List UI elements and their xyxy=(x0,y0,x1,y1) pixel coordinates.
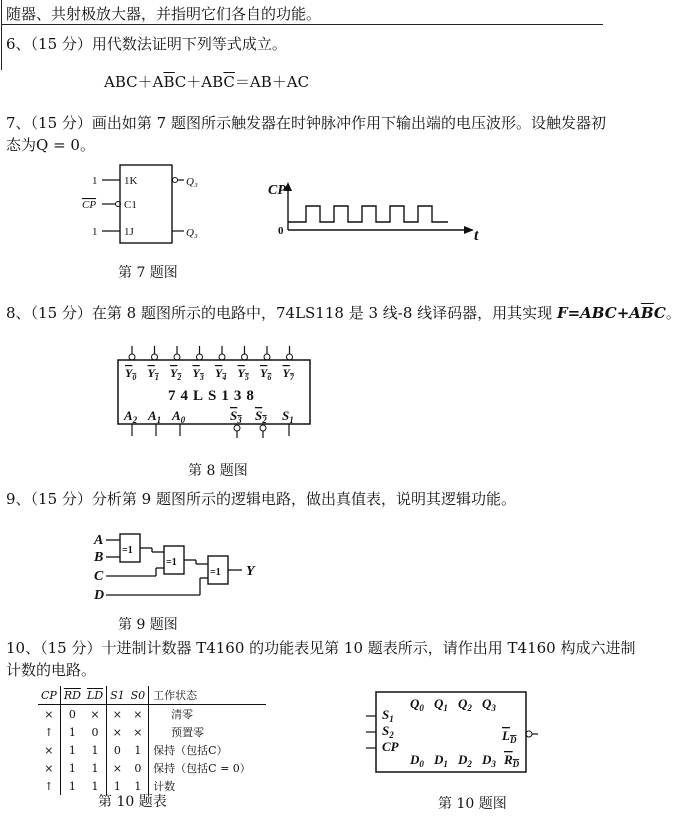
function-table-cell: 预置零 xyxy=(171,726,205,739)
t4160-s2: $S_2$ xyxy=(382,723,394,740)
t4160-q3: $Q_3$ xyxy=(482,696,496,713)
function-table-row xyxy=(38,741,266,759)
wave-t-label: t xyxy=(474,227,479,244)
function-table-cell: ↑ xyxy=(38,723,60,741)
decoder-output-y7: $Y_7$ xyxy=(282,366,294,382)
decoder-a0: $A_0$ xyxy=(172,408,186,425)
function-table-cell: 1 xyxy=(84,777,107,795)
function-table-cell: 1 xyxy=(128,741,149,759)
ff-k-label: 1K xyxy=(124,175,138,187)
q10-function-table xyxy=(38,686,266,795)
decoder-output-bubble xyxy=(287,354,293,360)
t4160-ld: $L_D$ xyxy=(502,728,517,745)
t4160-d2: $D_2$ xyxy=(458,752,472,769)
ff-j-input: 1 xyxy=(92,226,98,238)
q7-caption: 第 7 题图 xyxy=(118,265,178,281)
decoder-output-y5: $Y_5$ xyxy=(237,366,249,382)
decoder-output-bubble xyxy=(129,354,135,360)
xor-gate-3-label: =1 xyxy=(210,567,221,578)
xor-gate-2-label: =1 xyxy=(166,557,177,568)
q6-eq-part2: $\overline{B}$ xyxy=(163,73,175,91)
q10-text-line1: 10、（15 分）十进制计数器 T4160 的功能表见第 10 题表所示，请作出用 T4160 构成六进制 xyxy=(6,639,636,657)
wave-zero-label: 0 xyxy=(278,225,284,237)
function-table-row xyxy=(38,759,266,777)
function-table-cell: × xyxy=(38,741,60,759)
col-cp: CP xyxy=(38,686,60,705)
cp-pulse-train xyxy=(288,206,448,222)
q9-input-b: B xyxy=(94,550,104,565)
q7-flipflop-figure xyxy=(80,160,220,250)
decoder-address-inputs xyxy=(123,408,186,436)
function-table-cell: × xyxy=(38,705,60,724)
t4160-d1: $D_1$ xyxy=(434,752,448,769)
q6-title: 6、（15 分）用代数法证明下列等式成立。 xyxy=(6,35,287,53)
q10-counter-figure xyxy=(352,690,542,788)
t4160-rd: $R_D$ xyxy=(504,752,520,769)
t4160-q1: $Q_1$ xyxy=(434,696,448,713)
function-table-cell: 1 xyxy=(68,779,76,793)
q8-decoder-figure xyxy=(110,344,320,444)
function-table-cell: 1 xyxy=(84,759,107,777)
decoder-s3: $S_3$ xyxy=(230,408,242,425)
decoder-output-bubble xyxy=(152,354,158,360)
function-table-cell: 1 xyxy=(68,761,76,775)
function-table-cell: 保持（包括C） xyxy=(153,744,228,757)
q8-formula-part3: C xyxy=(653,304,666,322)
function-table-cell: 0 xyxy=(113,743,121,757)
q9-text: 9、（15 分）分析第 9 题图所示的逻辑电路，做出真值表，说明其逻辑功能。 xyxy=(6,490,516,508)
decoder-output-bubble xyxy=(264,354,270,360)
decoder-enable-inputs xyxy=(230,408,294,438)
ff-j-label: 1J xyxy=(124,226,134,238)
q6-eq-part4: $\overline{C}$ xyxy=(223,73,235,91)
function-table-cell: 1 xyxy=(68,743,76,757)
q6-eq-part1: ABC＋A xyxy=(104,73,164,91)
q8-formula-end: 。 xyxy=(665,304,681,322)
decoder-a2: $A_2$ xyxy=(124,408,138,425)
xor-gate-1-label: =1 xyxy=(122,545,133,556)
t4160-q0: $Q_0$ xyxy=(410,696,424,713)
decoder-output-y0: $Y_0$ xyxy=(125,366,137,382)
left-margin-line xyxy=(1,0,2,70)
t4160-s1: $S_1$ xyxy=(382,707,394,724)
function-table-cell: × xyxy=(128,723,149,741)
q6-eq-part3: C＋AB xyxy=(174,73,224,91)
function-table-cell: 1 xyxy=(128,777,149,795)
decoder-output-bubble xyxy=(219,354,225,360)
function-table-cell: × xyxy=(112,761,122,775)
decoder-s2: $S_2$ xyxy=(255,408,267,425)
q10-text-line2: 计数的电路。 xyxy=(6,661,97,679)
decoder-output-bubble xyxy=(174,354,180,360)
t4160-cp: CP xyxy=(382,739,399,754)
t4160-q2: $Q_2$ xyxy=(458,696,472,713)
intro-underline xyxy=(1,24,603,25)
wave-cp-label: CP xyxy=(268,183,286,198)
ff-k-input: 1 xyxy=(92,175,98,187)
function-table-cell: ↑ xyxy=(38,777,60,795)
col-s0: S0 xyxy=(128,686,149,705)
t4160-d3: $D_3$ xyxy=(482,752,496,769)
decoder-output-bubble xyxy=(197,354,203,360)
decoder-output-bubble xyxy=(242,354,248,360)
function-table-cell: × xyxy=(112,707,122,721)
q8-caption: 第 8 题图 xyxy=(188,463,248,479)
col-rd: $\overline{RD}$ xyxy=(63,688,81,702)
decoder-chip-name: 74LS138 xyxy=(168,388,259,404)
decoder-output-y1: $Y_1$ xyxy=(147,366,159,382)
function-table-cell: 0 xyxy=(84,723,107,741)
function-table-cell: 清零 xyxy=(171,708,194,721)
q8-text-prefix: 8、（15 分）在第 8 题图所示的电路中，74LS118 是 3 线-8 线译码器，用其实现 xyxy=(6,304,557,322)
function-table-cell: 0 xyxy=(128,759,149,777)
function-table-cell: × xyxy=(84,705,107,724)
function-table-cell: 0 xyxy=(68,707,76,721)
ff-q-top: Q₃ xyxy=(186,176,198,188)
function-table-cell: × xyxy=(38,759,60,777)
q8-text xyxy=(6,302,681,323)
function-table-cell: × xyxy=(128,705,149,724)
decoder-s1: $S_1$ xyxy=(282,408,294,425)
function-table-header xyxy=(38,686,266,705)
q8-formula-part1: F=ABC+A xyxy=(556,304,641,322)
function-table-row xyxy=(38,705,266,724)
q6-eq-part5: ＝AB＋AC xyxy=(234,73,310,91)
q7-clock-waveform xyxy=(268,178,488,244)
function-table-row xyxy=(38,723,266,741)
q9-input-a: A xyxy=(94,533,104,548)
function-table-cell: 保持（包括C = 0） xyxy=(153,762,251,775)
q10-figure-caption: 第 10 题图 xyxy=(438,796,507,812)
function-table-cell: × xyxy=(112,725,122,739)
function-table-cell: 1 xyxy=(113,779,121,793)
q9-input-c: C xyxy=(94,569,104,584)
col-status: 工作状态 xyxy=(153,689,198,702)
ff-c-label: C1 xyxy=(124,199,137,211)
col-ld: $\overline{LD}$ xyxy=(84,686,107,705)
intro-line: 随器、共射极放大器，并指明它们各自的功能。 xyxy=(6,5,322,23)
q9-input-d: D xyxy=(94,588,105,603)
q9-logic-figure xyxy=(90,530,270,606)
q7-text-line1: 7、（15 分）画出如第 7 题图所示触发器在时钟脉冲作用下输出端的电压波形。设触发器初 xyxy=(6,114,606,132)
decoder-a1: $A_1$ xyxy=(148,408,162,425)
ff-cp-input: CP xyxy=(82,199,97,211)
t4160-d0: $D_0$ xyxy=(410,752,424,769)
ff-q-bottom: Q₃ xyxy=(186,227,198,239)
q10-table-caption: 第 10 题表 xyxy=(98,794,167,810)
decoder-output-y4: $Y_4$ xyxy=(215,366,227,382)
decoder-output-y2: $Y_2$ xyxy=(170,366,182,382)
decoder-output-y6: $Y_6$ xyxy=(260,366,272,382)
q8-formula-part2: $\overline{B}$ xyxy=(640,304,654,322)
q9-output-y: Y xyxy=(246,564,255,579)
q9-caption: 第 9 题图 xyxy=(118,617,178,633)
function-table-cell: 1 xyxy=(68,725,76,739)
q6-equation xyxy=(104,71,309,92)
function-table-cell: 1 xyxy=(84,741,107,759)
function-table-cell: 计数 xyxy=(153,780,176,793)
q7-text-line2: 态为Q = 0。 xyxy=(6,136,95,154)
decoder-output-y3: $Y_3$ xyxy=(192,366,204,382)
col-s1: S1 xyxy=(110,688,125,702)
